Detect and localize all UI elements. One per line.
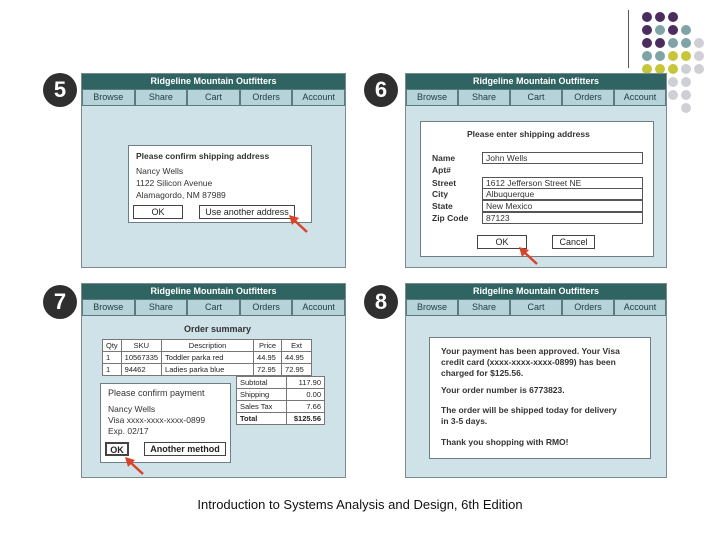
nav-share[interactable]: Share [135,299,188,316]
dot [668,38,678,48]
message-line: credit card (xxxx-xxxx-xxxx-0899) has been [441,357,616,367]
dot [655,12,665,22]
col-header: Qty [103,340,122,352]
address-line: Alamagordo, NM 87989 [136,190,226,200]
zip-input[interactable]: 87123 [482,212,643,224]
field-label-city: City [432,189,449,199]
app-title: Ridgeline Mountain Outfitters [406,284,666,299]
col-header: SKU [121,340,161,352]
totals-table [236,376,325,425]
dot [681,25,691,35]
dot [681,38,691,48]
nav-browse[interactable]: Browse [406,299,458,316]
nav-bar [82,89,345,106]
dot [668,77,678,87]
message-line: The order will be shipped today for delivery [441,405,617,415]
cell: 1 [103,352,122,364]
field-label-apt: Apt# [432,165,451,175]
use-another-address-button[interactable]: Use another address [199,205,295,219]
payment-approved-message [429,337,651,459]
cell: 10567335 [121,352,161,364]
nav-account[interactable]: Account [292,89,345,106]
order-summary-title: Order summary [184,324,252,334]
screen-step-5 [81,73,346,268]
message-line: in 3-5 days. [441,416,488,426]
col-header: Price [254,340,282,352]
app-title: Ridgeline Mountain Outfitters [406,74,666,89]
confirm-address-dialog [128,145,312,223]
address-line: Nancy Wells [136,166,184,176]
dot [668,90,678,100]
table-row [103,364,312,376]
totals-label: Shipping [237,389,287,401]
dot [668,25,678,35]
totals-value: $125.56 [287,413,325,425]
dot [681,103,691,113]
totals-value: 0.00 [287,389,325,401]
totals-label: Subtotal [237,377,287,389]
dot [694,38,704,48]
col-header: Description [162,340,254,352]
cell: 94462 [121,364,161,376]
pointer-arrow-icon [286,214,312,236]
table-row [103,352,312,364]
step-7-badge: 7 [43,285,77,319]
payment-line: Exp. 02/17 [108,426,149,436]
nav-share[interactable]: Share [458,299,510,316]
nav-bar [406,89,666,106]
dot [668,12,678,22]
payment-line: Nancy Wells [108,404,156,414]
dialog-title: Please confirm shipping address [136,151,270,161]
cell: 44.95 [282,352,312,364]
dot [655,25,665,35]
table-header-row [103,340,312,352]
app-title: Ridgeline Mountain Outfitters [82,74,345,89]
message-line: charged for $125.56. [441,368,524,378]
dialog-title: Please confirm payment [108,388,205,398]
nav-orders[interactable]: Orders [562,299,614,316]
dot [655,38,665,48]
totals-label: Total [237,413,287,425]
dot [642,38,652,48]
field-label-name: Name [432,153,456,163]
cell: Toddler parka red [162,352,254,364]
nav-account[interactable]: Account [292,299,345,316]
nav-browse[interactable]: Browse [82,89,135,106]
nav-orders[interactable]: Orders [240,89,293,106]
pointer-arrow-icon [122,456,148,478]
nav-orders[interactable]: Orders [240,299,293,316]
screen-step-8 [405,283,667,478]
cell: 44.95 [254,352,282,364]
nav-orders[interactable]: Orders [562,89,614,106]
dot [642,25,652,35]
shipping-address-dialog [420,121,654,257]
confirm-payment-dialog [100,383,231,463]
thank-you-line: Thank you shopping with RMO! [441,437,569,447]
dot [681,77,691,87]
dot [642,51,652,61]
dot [694,64,704,74]
col-header: Ext [282,340,312,352]
totals-row [237,401,325,413]
slide-caption: Introduction to Systems Analysis and Design, 6th Edition [197,497,523,512]
ok-button[interactable]: OK [133,205,183,219]
payment-line: Visa xxxx-xxxx-xxxx-0899 [108,415,206,425]
dot [642,12,652,22]
dot [681,51,691,61]
nav-browse[interactable]: Browse [406,89,458,106]
totals-row [237,413,325,425]
name-input[interactable]: John Wells [482,152,643,164]
order-table [102,339,312,376]
step-6-badge: 6 [364,73,398,107]
totals-value: 7.66 [287,401,325,413]
nav-bar [82,299,345,316]
nav-browse[interactable]: Browse [82,299,135,316]
city-input[interactable]: Albuquerque [482,188,643,200]
nav-bar [406,299,666,316]
address-line: 1122 Silicon Avenue [136,178,213,188]
totals-label: Sales Tax [237,401,287,413]
divider-line [628,10,629,68]
nav-account[interactable]: Account [614,89,666,106]
cell: 1 [103,364,122,376]
nav-account[interactable]: Account [614,299,666,316]
field-label-state: State [432,201,453,211]
nav-cart[interactable]: Cart [187,89,240,106]
nav-cart[interactable]: Cart [510,299,562,316]
cancel-button[interactable]: Cancel [552,235,595,249]
nav-cart[interactable]: Cart [187,299,240,316]
dot [681,90,691,100]
field-label-street: Street [432,178,457,188]
app-title: Ridgeline Mountain Outfitters [82,284,345,299]
another-method-button[interactable]: Another method [144,442,226,456]
nav-share[interactable]: Share [135,89,188,106]
cell: 72.95 [282,364,312,376]
dot [668,51,678,61]
pointer-arrow-icon [516,246,542,268]
message-line: Your payment has been approved. Your Visa [441,346,620,356]
totals-row [237,389,325,401]
street-input[interactable]: 1612 Jefferson Street NE [482,177,643,189]
screen-step-6 [405,73,667,268]
totals-value: 117.90 [287,377,325,389]
totals-row [237,377,325,389]
step-5-badge: 5 [43,73,77,107]
dialog-title: Please enter shipping address [467,129,590,139]
screen-step-7 [81,283,346,478]
step-8-badge: 8 [364,285,398,319]
cell: Ladies parka blue [162,364,254,376]
ok-button[interactable]: OK [105,442,129,456]
dot [694,51,704,61]
nav-share[interactable]: Share [458,89,510,106]
order-number-line: Your order number is 6773823. [441,385,565,395]
state-input[interactable]: New Mexico [482,200,643,212]
dot [681,64,691,74]
ok-button[interactable]: OK [477,235,527,249]
field-label-zip: Zip Code [432,213,469,223]
dot [655,51,665,61]
cell: 72.95 [254,364,282,376]
nav-cart[interactable]: Cart [510,89,562,106]
dot [668,64,678,74]
